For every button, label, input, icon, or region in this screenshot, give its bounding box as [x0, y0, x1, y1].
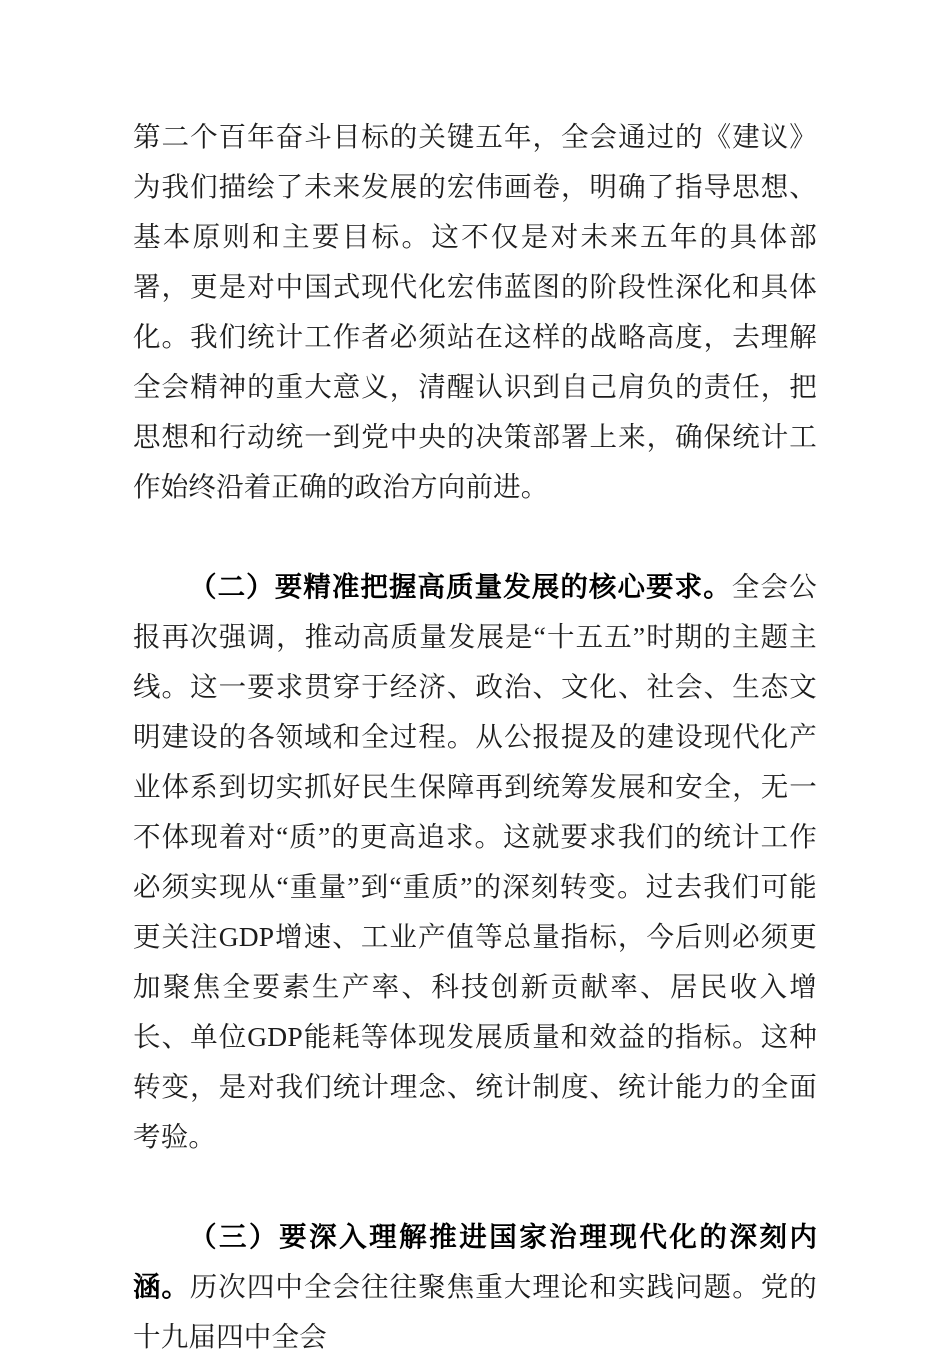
section-3-paragraph — [133, 1212, 817, 1362]
section-3-heading: （三）要深入理解推进国家治理现代化的深刻内涵。 — [133, 1221, 817, 1302]
section-2-heading: （二）要精准把握高质量发展的核心要求。 — [189, 571, 732, 602]
section-3-body: 历次四中全会往往聚焦重大理论和实践问题。党的十九届四中全会 — [133, 1271, 818, 1352]
text-column — [133, 112, 817, 1362]
paragraph-continuation — [133, 112, 817, 512]
paragraph-1-text: 第二个百年奋斗目标的关键五年，全会通过的《建议》为我们描绘了未来发展的宏伟画卷，明确了指导思想、基本原则和主要目标。这不仅是对未来五年的具体部署，更是对中国式现代化宏伟蓝图的阶段性深化和具体化。我们统计工作者必须站在这样的战略高度，去理解全会精神的重大意义，清醒认识到自己肩负的责任，把思想和行动统一到党中央的决策部署上来，确保统计工作始终沿着正确的政治方向前进。 — [133, 121, 817, 502]
section-2-body: 全会公报再次强调，推动高质量发展是“十五五”时期的主题主线。这一要求贯穿于经济、政治、文化、社会、生态文明建设的各领域和全过程。从公报提及的建设现代化产业体系到切实抓好民生保障再到统筹发展和安全，无一不体现着对“质”的更高追求。这就要求我们的统计工作必须实现从“重量”到“重质”的深刻转变。过去我们可能更关注GDP增速、工业产值等总量指标，今后则必须更加聚焦全要素生产率、科技创新贡献率、居民收入增长、单位GDP能耗等体现发展质量和效益的指标。这种转变，是对我们统计理念、统计制度、统计能力的全面考验。 — [133, 571, 817, 1152]
section-2-paragraph — [133, 562, 817, 1162]
